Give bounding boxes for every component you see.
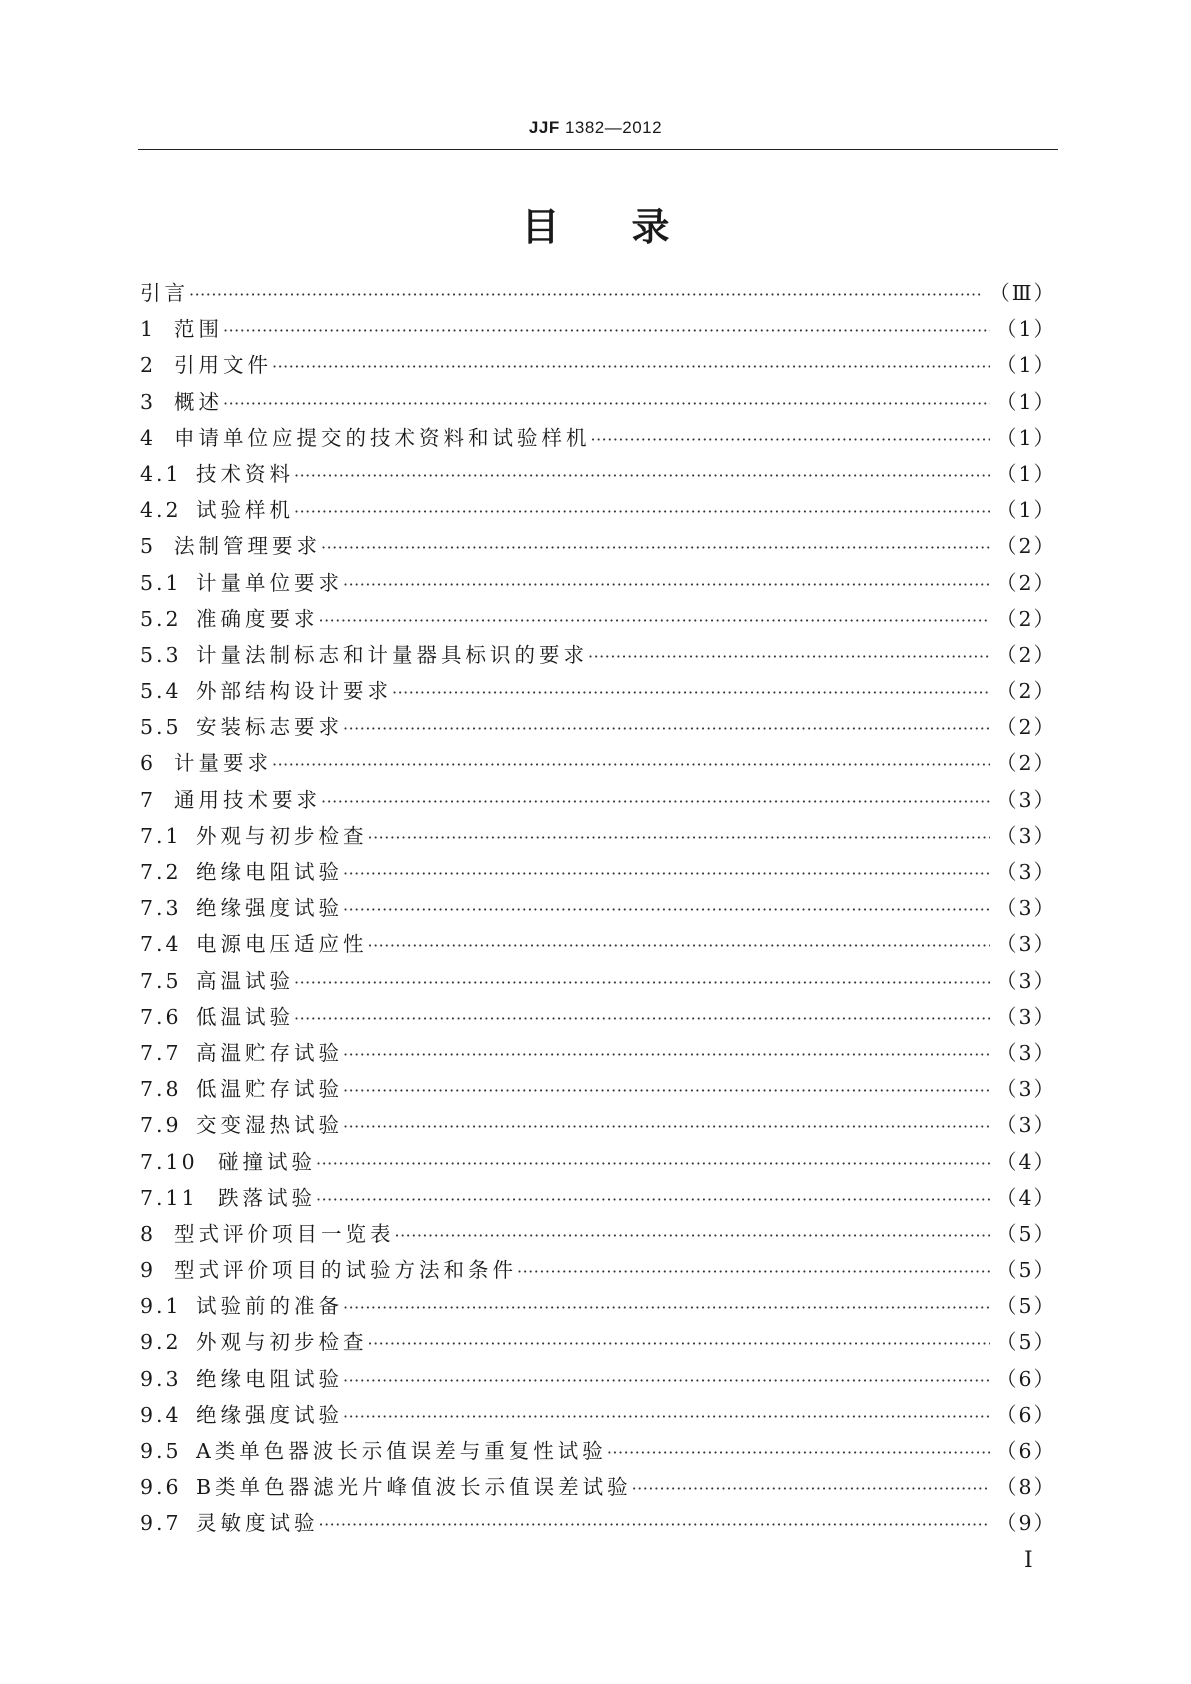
table-of-contents (140, 276, 1056, 1543)
toc-entry[interactable] (140, 421, 1056, 457)
toc-entry-number: 9.5 (140, 1439, 182, 1463)
toc-entry-title: 低温试验 (196, 1004, 294, 1029)
toc-dot-leader (294, 502, 990, 521)
toc-entry-number: 5 (140, 534, 157, 559)
toc-dot-leader (319, 1515, 990, 1534)
toc-entry-page: （5） (995, 1330, 1056, 1355)
toc-dot-leader (343, 719, 990, 738)
toc-entry[interactable] (140, 1398, 1056, 1434)
toc-dot-leader (343, 1298, 990, 1317)
toc-entry-number: 9.4 (140, 1402, 182, 1427)
toc-entry-number: 9 (140, 1258, 157, 1283)
toc-entry-page: （4） (995, 1149, 1056, 1174)
toc-dot-leader (343, 1045, 990, 1064)
toc-entry-number: 9.7 (140, 1511, 182, 1536)
toc-entry-title: 引言 (140, 281, 189, 305)
toc-entry-title: A类单色器波长示值误差与重复性试验 (196, 1439, 607, 1463)
toc-entry-title: 计量法制标志和计量器具标识的要求 (196, 642, 588, 667)
toc-entry[interactable] (140, 1108, 1056, 1144)
toc-entry-page: （1） (995, 389, 1056, 414)
toc-entry-number: 7.5 (140, 968, 182, 993)
toc-dot-leader (294, 973, 990, 992)
toc-dot-leader (272, 357, 990, 376)
toc-entry[interactable] (140, 1325, 1056, 1361)
toc-dot-leader (368, 936, 990, 955)
toc-entry[interactable] (140, 566, 1056, 602)
toc-entry-page: （8） (995, 1475, 1056, 1500)
toc-entry-page: （2） (995, 715, 1056, 740)
page-header (0, 118, 1191, 138)
toc-entry-title: 技术资料 (196, 461, 294, 486)
toc-entry-number: 9.2 (140, 1330, 182, 1355)
toc-entry-number: 4.1 (140, 461, 182, 486)
toc-entry-title: 绝缘电阻试验 (196, 1366, 343, 1391)
toc-entry[interactable] (140, 783, 1056, 819)
toc-dot-leader (517, 1262, 990, 1281)
toc-entry-page: （3） (995, 823, 1056, 848)
toc-entry[interactable] (140, 1181, 1056, 1217)
toc-entry[interactable] (140, 964, 1056, 1000)
toc-entry-title: 绝缘强度试验 (196, 896, 343, 921)
toc-entry-number: 7.8 (140, 1077, 182, 1102)
toc-entry-page: （1） (995, 498, 1056, 523)
toc-entry[interactable] (140, 312, 1056, 348)
toc-entry-title: 计量要求 (174, 751, 272, 776)
toc-entry-number: 9.3 (140, 1366, 182, 1391)
toc-dot-leader (607, 1443, 990, 1462)
toc-entry-title: 碰撞试验 (218, 1149, 316, 1174)
toc-entry-page: （3） (995, 1077, 1056, 1102)
toc-entry-page: （9） (995, 1511, 1056, 1536)
toc-entry-page: （5） (995, 1221, 1056, 1246)
toc-entry-title: 试验前的准备 (196, 1294, 343, 1319)
toc-entry-number: 2 (140, 353, 157, 378)
toc-entry-title: 绝缘电阻试验 (196, 860, 343, 884)
toc-entry-number: 9.6 (140, 1475, 182, 1500)
toc-entry-page: （5） (995, 1294, 1056, 1319)
toc-entry[interactable] (140, 1217, 1056, 1253)
toc-entry-title: 范围 (174, 317, 223, 342)
toc-entry-page: （1） (995, 461, 1056, 486)
toc-entry[interactable] (140, 891, 1056, 927)
toc-entry[interactable] (140, 746, 1056, 782)
toc-entry-title: 灵敏度试验 (196, 1511, 319, 1536)
toc-entry-page: （3） (995, 932, 1056, 957)
toc-entry[interactable] (140, 710, 1056, 746)
toc-entry-number: 7.9 (140, 1113, 182, 1138)
toc-entry-page: （1） (995, 317, 1056, 342)
toc-dot-leader (343, 1371, 990, 1390)
toc-entry-title: 申请单位应提交的技术资料和试验样机 (174, 425, 591, 450)
toc-entry-number: 7.3 (140, 896, 182, 921)
toc-entry[interactable] (140, 1253, 1056, 1289)
toc-entry-title: 外观与初步检查 (196, 823, 368, 848)
toc-entry[interactable] (140, 457, 1056, 493)
page-title: 目录 (521, 205, 742, 249)
toc-dot-leader (343, 900, 990, 919)
toc-dot-leader (368, 828, 990, 847)
toc-entry-number: 5.5 (140, 715, 182, 740)
header-rule (138, 149, 1058, 150)
toc-dot-leader (223, 321, 990, 340)
toc-entry-page: （3） (995, 968, 1056, 993)
toc-entry[interactable] (140, 1289, 1056, 1325)
toc-entry-page: （5） (995, 1258, 1056, 1283)
toc-entry[interactable] (140, 1506, 1056, 1542)
standard-number: 1382—2012 (564, 118, 663, 137)
toc-entry[interactable] (140, 1036, 1056, 1072)
toc-entry-number: 6 (140, 751, 157, 776)
toc-dot-leader (294, 466, 990, 485)
toc-entry-number: 7.4 (140, 932, 182, 957)
toc-entry-title: 电源电压适应性 (196, 932, 368, 957)
toc-entry-number: 4.2 (140, 498, 182, 523)
toc-dot-leader (591, 430, 990, 449)
toc-entry[interactable] (140, 819, 1056, 855)
toc-entry-title: 跌落试验 (218, 1185, 316, 1210)
toc-entry[interactable] (140, 927, 1056, 963)
toc-dot-leader (316, 1190, 990, 1209)
toc-dot-leader (321, 538, 990, 557)
toc-entry-page: （1） (995, 353, 1056, 378)
toc-entry-page: （2） (995, 606, 1056, 631)
toc-entry-page: （2） (995, 679, 1056, 704)
toc-entry[interactable] (140, 855, 1056, 891)
toc-entry-title: 型式评价项目的试验方法和条件 (174, 1258, 517, 1283)
toc-dot-leader (272, 755, 990, 774)
toc-entry-page: （4） (995, 1185, 1056, 1210)
toc-dot-leader (392, 683, 990, 702)
toc-dot-leader (343, 1407, 990, 1426)
toc-entry-number: 1 (140, 317, 157, 342)
toc-entry-page: （2） (995, 570, 1056, 595)
toc-entry[interactable] (140, 1362, 1056, 1398)
toc-entry-title: 概述 (174, 389, 223, 414)
toc-entry-title: 安装标志要求 (196, 715, 343, 740)
toc-entry[interactable] (140, 1470, 1056, 1506)
toc-entry-page: （2） (995, 751, 1056, 776)
toc-entry-title: 引用文件 (174, 353, 272, 378)
toc-entry[interactable] (140, 1072, 1056, 1108)
toc-dot-leader (316, 1154, 990, 1173)
toc-entry[interactable] (140, 638, 1056, 674)
toc-dot-leader (588, 647, 990, 666)
toc-dot-leader (368, 1334, 990, 1353)
toc-entry[interactable] (140, 348, 1056, 384)
toc-entry-number: 7 (140, 787, 157, 812)
toc-entry-title: 准确度要求 (196, 606, 319, 631)
toc-entry-title: 交变湿热试验 (196, 1113, 343, 1138)
toc-entry-title: 通用技术要求 (174, 787, 321, 812)
toc-entry-number: 7.7 (140, 1040, 182, 1065)
toc-entry-page: （2） (995, 642, 1056, 667)
toc-entry-title: 试验样机 (196, 498, 294, 523)
toc-entry[interactable] (140, 602, 1056, 638)
toc-entry-title: 高温贮存试验 (196, 1040, 343, 1065)
toc-entry-page: （6） (995, 1439, 1056, 1463)
toc-entry-title: 外部结构设计要求 (196, 679, 392, 704)
toc-dot-leader (343, 1081, 990, 1100)
toc-entry-title: 低温贮存试验 (196, 1077, 343, 1102)
toc-entry[interactable] (140, 385, 1056, 421)
toc-entry[interactable] (140, 276, 1056, 312)
toc-entry-page: （3） (995, 1004, 1056, 1029)
toc-entry-title: 外观与初步检查 (196, 1330, 368, 1355)
toc-dot-leader (294, 1009, 990, 1028)
toc-entry-page: （3） (995, 1113, 1056, 1138)
toc-entry-title: 高温试验 (196, 968, 294, 993)
toc-dot-leader (189, 285, 983, 304)
toc-entry[interactable] (140, 529, 1056, 565)
toc-entry-number: 7.6 (140, 1004, 182, 1029)
toc-entry-number: 7.2 (140, 860, 182, 884)
toc-entry[interactable] (140, 1434, 1056, 1470)
toc-entry-number: 7.1 (140, 823, 182, 848)
toc-entry-page: （Ⅲ） (989, 281, 1056, 305)
toc-entry-page: （3） (995, 860, 1056, 884)
toc-entry-title: 计量单位要求 (196, 570, 343, 595)
toc-dot-leader (395, 1226, 990, 1245)
toc-entry-page: （3） (995, 896, 1056, 921)
toc-entry-number: 5.4 (140, 679, 182, 704)
toc-entry[interactable] (140, 674, 1056, 710)
toc-entry-page: （3） (995, 787, 1056, 812)
toc-entry-number: 3 (140, 389, 157, 414)
toc-dot-leader (343, 1117, 990, 1136)
toc-entry[interactable] (140, 1145, 1056, 1181)
toc-dot-leader (343, 575, 990, 594)
toc-entry-number: 4 (140, 425, 157, 450)
toc-entry-number: 5.3 (140, 642, 182, 667)
toc-entry-page: （1） (995, 425, 1056, 450)
page-number: Ⅰ (1024, 1548, 1033, 1573)
toc-entry-title: 法制管理要求 (174, 534, 321, 559)
toc-entry-number: 8 (140, 1221, 157, 1246)
toc-entry-page: （3） (995, 1040, 1056, 1065)
toc-entry-page: （2） (995, 534, 1056, 559)
toc-entry-number: 5.1 (140, 570, 182, 595)
toc-entry-page: （6） (995, 1402, 1056, 1427)
toc-dot-leader (223, 394, 990, 413)
standard-code: JJF (528, 118, 560, 137)
toc-entry-title: 型式评价项目一览表 (174, 1221, 395, 1246)
toc-dot-leader (321, 792, 990, 811)
toc-entry[interactable] (140, 493, 1056, 529)
toc-entry-title: B类单色器滤光片峰值波长示值误差试验 (196, 1475, 632, 1500)
toc-entry-number: 7.10 (140, 1149, 198, 1174)
toc-entry-number: 9.1 (140, 1294, 182, 1319)
toc-dot-leader (319, 611, 990, 630)
toc-entry-number: 5.2 (140, 606, 182, 631)
toc-entry-page: （6） (995, 1366, 1056, 1391)
toc-entry[interactable] (140, 1000, 1056, 1036)
toc-entry-number: 7.11 (140, 1185, 198, 1210)
toc-dot-leader (632, 1479, 990, 1498)
toc-entry-title: 绝缘强度试验 (196, 1402, 343, 1427)
toc-dot-leader (343, 864, 990, 883)
